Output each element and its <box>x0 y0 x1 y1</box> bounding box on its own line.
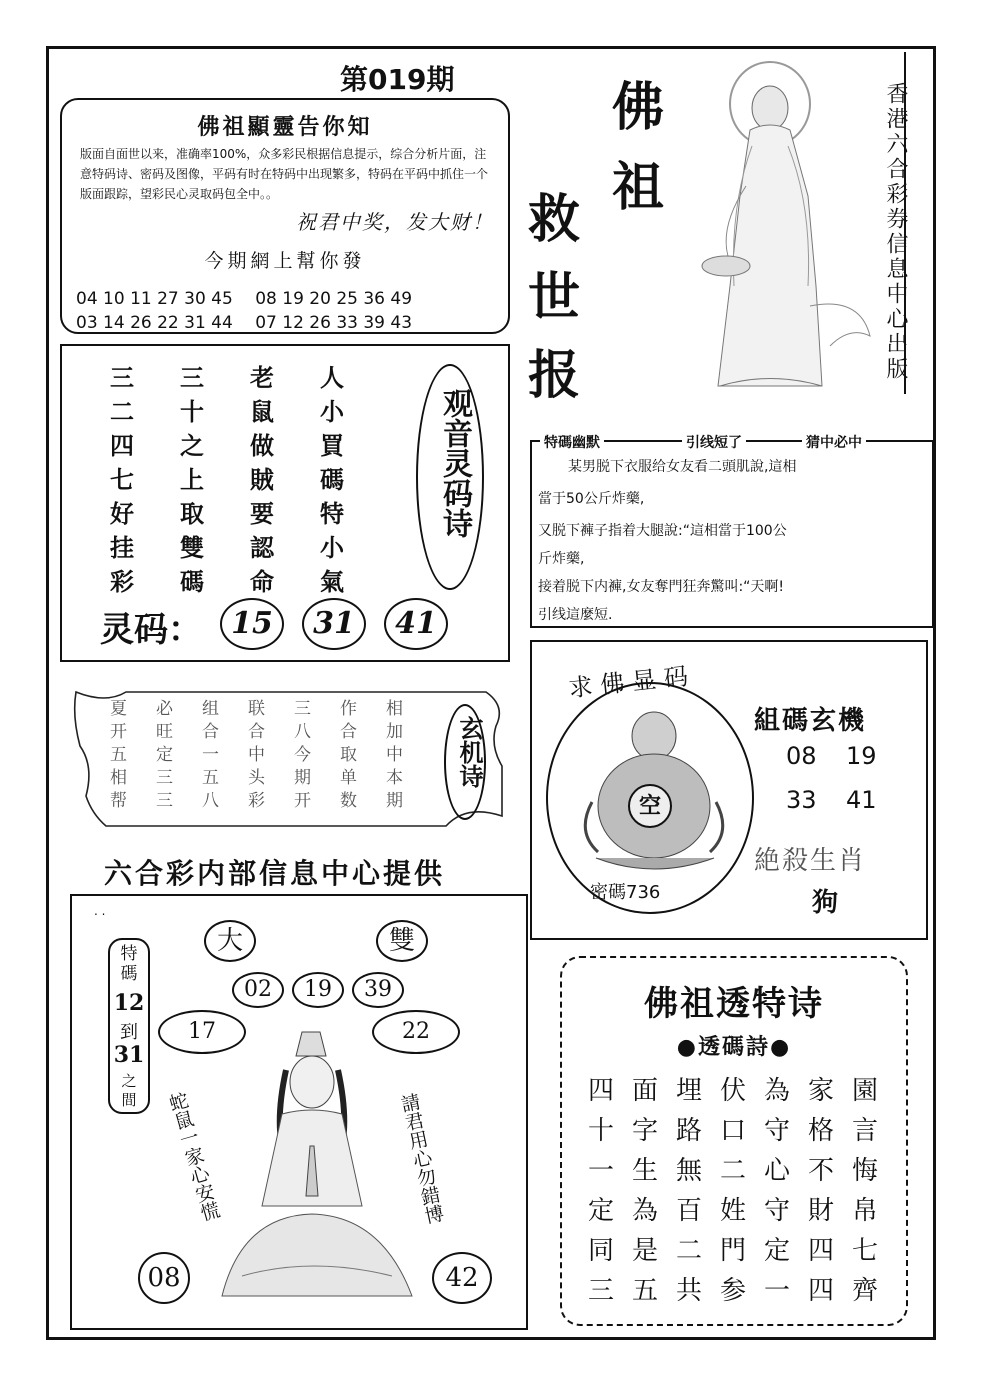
xuanji-char: 五 <box>110 745 127 765</box>
te-poem-char: 無 <box>676 1156 703 1186</box>
te-poem-char: 路 <box>676 1116 703 1146</box>
poem-grid-char: 認 <box>250 533 274 562</box>
tema-badge <box>108 938 150 1114</box>
te-poem-char: 言 <box>852 1116 879 1146</box>
te-poem-char: 財 <box>808 1196 835 1226</box>
xuanji-char: 夏 <box>110 699 127 719</box>
guanyin-poem-badge-text: 观音灵码诗 <box>437 388 472 538</box>
tema-to: 31 <box>113 1042 145 1068</box>
xuanji-char: 单 <box>340 768 357 788</box>
joke-line-1: 某男脱下衣服给女友看二頭肌說,這相 <box>568 459 797 475</box>
numbers-row-2: 03 14 26 22 31 44 07 12 26 33 39 43 <box>76 313 413 333</box>
poem-grid-char: 取 <box>180 499 204 528</box>
te-poem-char: 是 <box>632 1236 659 1266</box>
right-number: 22 <box>372 1010 460 1054</box>
poem-grid-char: 要 <box>250 499 274 528</box>
te-poem-char: 為 <box>632 1196 659 1226</box>
xuanji-char: 期 <box>294 768 311 788</box>
double-label: 雙 <box>376 920 428 962</box>
te-poem-char: 四 <box>588 1076 615 1106</box>
xuanji-char: 加 <box>386 722 403 742</box>
masthead-char-4: 世 <box>528 267 581 328</box>
bottom-left-number: 08 <box>138 1252 190 1304</box>
lingma-number-2: 31 <box>302 598 366 650</box>
lingma-label: 灵码： <box>100 610 202 650</box>
buddha-arc-title: 求佛显码 <box>567 661 698 703</box>
poem-grid-char: 碼 <box>320 465 344 494</box>
left-poem: 蛇鼠一家心安慌 <box>164 1089 222 1224</box>
xuanji-char: 三 <box>294 699 311 719</box>
xuanji-char: 本 <box>386 768 403 788</box>
te-poem-char: 二 <box>676 1236 703 1266</box>
lingma-number-1: 15 <box>220 598 284 650</box>
joke-line-2: 當于50公斤炸藥, <box>538 491 645 507</box>
group-number-1: 08 <box>786 742 817 770</box>
poem-grid-char: 好 <box>110 499 134 528</box>
guanyin-panel <box>70 894 528 1330</box>
joke-line-5: 接着脱下内褲,女友奪門狂奔驚叫:“天啊! <box>538 579 785 595</box>
te-poem-char: 四 <box>808 1276 835 1306</box>
joke-box <box>530 435 934 628</box>
kill-zodiac-label: 絶殺生肖 <box>754 846 867 876</box>
tema-label: 特碼 <box>120 944 138 984</box>
poem-grid-char: 三 <box>180 363 204 392</box>
buddha-box <box>530 640 928 940</box>
group-number-2: 19 <box>846 742 877 770</box>
te-poem-char: 不 <box>808 1156 835 1186</box>
te-poem-subtitle: ●透碼詩● <box>676 1034 792 1060</box>
xuanji-char: 取 <box>340 745 357 765</box>
xuanji-char: 组 <box>202 699 219 719</box>
xuanji-char: 旺 <box>156 722 173 742</box>
xuanji-char: 相 <box>110 768 127 788</box>
te-poem-title: 佛祖透特诗 <box>644 984 824 1024</box>
xuanji-char: 今 <box>294 745 311 765</box>
poem-grid-char: 小 <box>320 397 344 426</box>
xuanji-badge <box>444 704 486 820</box>
poem-grid-char: 挂 <box>110 533 134 562</box>
poem-grid-char: 特 <box>320 499 344 528</box>
xuanji-char: 三 <box>156 768 173 788</box>
te-poem-char: 門 <box>720 1236 747 1266</box>
top-number-3: 39 <box>352 972 404 1008</box>
big-label: 大 <box>204 920 256 962</box>
te-poem-char: 守 <box>764 1196 791 1226</box>
poem-grid-char: 四 <box>110 431 134 460</box>
te-poem-char: 十 <box>588 1116 615 1146</box>
poem-grid-char: 買 <box>320 431 344 460</box>
notice-wish: 祝君中奖，发大财！ <box>296 210 494 234</box>
te-poem-char: 生 <box>632 1156 659 1186</box>
poem-grid-char: 上 <box>180 465 204 494</box>
xuanji-char: 合 <box>202 722 219 742</box>
poem-grid-char: 賊 <box>250 465 274 494</box>
poem-grid-char: 老 <box>250 363 274 392</box>
te-poem-char: 字 <box>632 1116 659 1146</box>
te-poem-char: 園 <box>852 1076 879 1106</box>
te-poem-char: 齊 <box>852 1276 879 1306</box>
guanyin-standing-illustration <box>690 56 890 396</box>
poem-grid-char: 氣 <box>320 567 344 596</box>
masthead-char-3: 救 <box>528 189 581 250</box>
masthead-char-5: 报 <box>528 345 581 406</box>
tema-between: 之間 <box>121 1072 137 1109</box>
xuanji-char: 中 <box>386 745 403 765</box>
xuanji-char: 头 <box>248 768 265 788</box>
guanyin-poem-badge <box>416 364 484 590</box>
poem-grid-char: 七 <box>110 465 134 494</box>
poem-grid-char: 碼 <box>180 567 204 596</box>
te-poem-char: 心 <box>764 1156 791 1186</box>
xuanji-char: 开 <box>110 722 127 742</box>
poem-grid-char: 雙 <box>180 533 204 562</box>
joke-line-4: 斤炸藥, <box>538 551 585 567</box>
numbers-row-1: 04 10 11 27 30 45 08 19 20 25 36 49 <box>76 289 413 309</box>
secret-code: 密碼736 <box>590 882 661 903</box>
te-poem-char: 一 <box>588 1156 615 1186</box>
te-poem-char: 伏 <box>720 1076 747 1106</box>
poem-grid-char: 命 <box>250 567 274 596</box>
xuanji-char: 开 <box>294 791 311 811</box>
poem-grid-char: 做 <box>250 431 274 460</box>
xuanji-char: 作 <box>340 699 357 719</box>
buddha-belly-char: 空 <box>628 784 672 828</box>
poem-grid-char: 彩 <box>110 567 134 596</box>
xuanji-char: 合 <box>248 722 265 742</box>
xuanji-char: 彩 <box>248 791 265 811</box>
te-poem-char: 定 <box>588 1196 615 1226</box>
xuanji-char: 八 <box>294 722 311 742</box>
te-poem-char: 参 <box>720 1276 747 1306</box>
xuanji-char: 中 <box>248 745 265 765</box>
poem-grid-char: 鼠 <box>250 397 274 426</box>
xuanji-badge-text: 玄机诗 <box>455 716 484 788</box>
te-poem-char: 為 <box>764 1076 791 1106</box>
side-title: 香港六合彩券信息中心出版 <box>883 82 908 382</box>
notice-box <box>60 98 510 334</box>
panel-dots: . . <box>94 904 106 918</box>
left-number: 17 <box>158 1010 246 1054</box>
te-poem-char: 帛 <box>852 1196 879 1226</box>
xuanji-char: 数 <box>340 791 357 811</box>
joke-header-right: 猜中必中 <box>802 432 866 452</box>
te-poem-char: 共 <box>676 1276 703 1306</box>
te-poem-char: 守 <box>764 1116 791 1146</box>
te-poem-char: 格 <box>808 1116 835 1146</box>
kill-zodiac: 狗 <box>812 888 839 918</box>
poem-grid-char: 二 <box>110 397 134 426</box>
te-poem-char: 二 <box>720 1156 747 1186</box>
group-number-4: 41 <box>846 786 877 814</box>
xuanji-char: 三 <box>156 791 173 811</box>
te-poem-char: 一 <box>764 1276 791 1306</box>
xuanji-char: 相 <box>386 699 403 719</box>
notice-body: 版面自面世以来，准确率100%，众多彩民根据信息提示，综合分析片面，注意特码诗、密码及图像，平码有时在特码中出现繁多，特码在平码中抓住一个版面跟踪，望彩民心灵取码包全中。。 <box>80 147 489 201</box>
group-code-title: 組碼玄機 <box>754 706 867 736</box>
issue-number: 第019期 <box>340 63 455 96</box>
poem-grid-char: 三 <box>110 363 134 392</box>
te-poem-char: 七 <box>852 1236 879 1266</box>
te-poem-char: 悔 <box>852 1156 879 1186</box>
te-poem-char: 姓 <box>720 1196 747 1226</box>
te-poem-char: 三 <box>588 1276 615 1306</box>
poem-grid-box <box>60 344 510 662</box>
tema-from: 12 <box>113 990 145 1016</box>
group-number-3: 33 <box>786 786 817 814</box>
te-poem-char: 面 <box>632 1076 659 1106</box>
xuanji-char: 必 <box>156 699 173 719</box>
te-poem-char: 埋 <box>676 1076 703 1106</box>
poem-grid-char: 人 <box>320 363 344 392</box>
guanyin-seated-illustration <box>202 1026 432 1316</box>
top-number-2: 19 <box>292 972 344 1008</box>
xuanji-char: 五 <box>202 768 219 788</box>
provider-line: 六合彩内部信息中心提供 <box>104 857 446 890</box>
xuanji-char: 一 <box>202 745 219 765</box>
xuanji-char: 联 <box>248 699 265 719</box>
right-poem: 請君用心勿錯博 <box>396 1091 446 1226</box>
joke-header-left: 特碼幽默 <box>540 432 604 452</box>
xuanji-char: 八 <box>202 791 219 811</box>
te-poem-char: 百 <box>676 1196 703 1226</box>
top-number-1: 02 <box>232 972 284 1008</box>
te-poem-char: 家 <box>808 1076 835 1106</box>
te-poem-char: 五 <box>632 1276 659 1306</box>
xuanji-char: 合 <box>340 722 357 742</box>
xuanji-char: 期 <box>386 791 403 811</box>
xuanji-char: 定 <box>156 745 173 765</box>
joke-line-6: 引线這麼短. <box>538 607 613 623</box>
tema-to-char: 到 <box>120 1022 138 1043</box>
lingma-number-3: 41 <box>384 598 448 650</box>
joke-header-mid: 引线短了 <box>682 432 746 452</box>
poem-grid-char: 小 <box>320 533 344 562</box>
poem-grid-char: 之 <box>180 431 204 460</box>
xuanji-char: 帮 <box>110 791 127 811</box>
joke-line-3: 又脱下褲子指着大腿說:“這相當于100公 <box>538 523 787 539</box>
te-poem-char: 定 <box>764 1236 791 1266</box>
masthead-char-1: 佛 <box>612 77 665 138</box>
te-poem-char: 同 <box>588 1236 615 1266</box>
bottom-right-number: 42 <box>432 1252 492 1304</box>
te-poem-char: 口 <box>720 1116 747 1146</box>
te-poem-box <box>560 956 908 1326</box>
notice-subheading: 今期網上幫你發 <box>204 250 366 272</box>
notice-heading: 佛祖顯靈告你知 <box>197 114 373 140</box>
te-poem-char: 四 <box>808 1236 835 1266</box>
poem-grid-char: 十 <box>180 397 204 426</box>
masthead-char-2: 祖 <box>612 157 665 218</box>
